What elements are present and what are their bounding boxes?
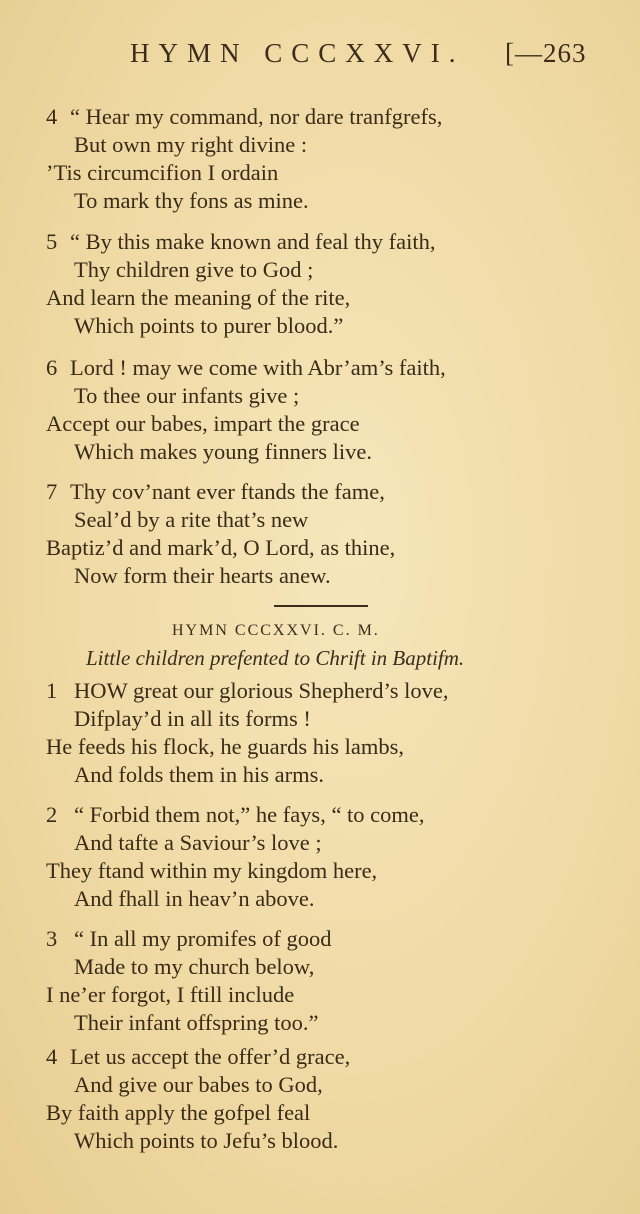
verse-line: “ Forbid them not,” he fays, “ to come, (74, 802, 425, 827)
stanza-number: 2 (46, 802, 58, 827)
verse-line: Now form their hearts anew. (74, 563, 331, 588)
verse-line: To thee our infants give ; (74, 383, 300, 408)
verse-line: “ In all my promifes of good (74, 926, 332, 951)
verse-line: Made to my church below, (74, 954, 315, 979)
verse-line: But own my right divine : (74, 132, 308, 157)
verse-line: Seal’d by a rite that’s new (74, 507, 309, 532)
verse-line: By faith apply the gofpel feal (46, 1100, 311, 1125)
verse-line: Lord ! may we come with Abr’am’s faith, (70, 355, 446, 380)
stanza-number: 1 (46, 678, 58, 703)
verse-line: And give our babes to God, (74, 1072, 323, 1097)
verse-line: Difplay’d in all its forms ! (74, 706, 311, 731)
verse-line: Which points to purer blood.” (74, 313, 344, 338)
verse-line: “ By this make known and feal thy faith, (70, 229, 436, 254)
verse-line: Which makes young finners live. (74, 439, 373, 464)
running-head-title: HYMN CCCXXVI. (130, 38, 465, 68)
stanza-number: 6 (46, 355, 58, 380)
verse-line: They ftand within my kingdom here, (46, 858, 378, 883)
stanza-number: 7 (46, 479, 58, 504)
verse-line: “ Hear my command, nor dare tranfgrefs, (70, 104, 443, 129)
hymn-title: HYMN CCCXXVI. C. M. (172, 622, 380, 639)
verse-line: He feeds his flock, he guards his lambs, (46, 734, 405, 759)
verse-line: HOW great our glorious Shepherd’s love, (74, 678, 449, 703)
page-number: [—263 (505, 38, 587, 68)
stanza-number: 4 (46, 1044, 58, 1069)
verse-line: Baptiz’d and mark’d, O Lord, as thine, (46, 535, 396, 560)
verse-line: Which points to Jefu’s blood. (74, 1128, 339, 1153)
verse-line: Accept our babes, impart the grace (46, 411, 360, 436)
stanza-number: 3 (46, 926, 58, 951)
hymn-subtitle: Little children prefented to Chrift in Baptifm. (86, 646, 465, 670)
verse-line: And tafte a Saviour’s love ; (74, 830, 322, 855)
stanza-number: 4 (46, 104, 58, 129)
section-divider (274, 605, 368, 607)
verse-line: ’Tis circumcifion I ordain (46, 160, 279, 185)
verse-line: I ne’er forgot, I ftill include (46, 982, 295, 1007)
verse-line: Their infant offspring too.” (74, 1010, 319, 1035)
verse-line: Thy children give to God ; (74, 257, 314, 282)
verse-line: And fhall in heav’n above. (74, 886, 315, 911)
stanza-number: 5 (46, 229, 58, 254)
verse-line: And learn the meaning of the rite, (46, 285, 351, 310)
verse-line: Thy cov’nant ever ftands the fame, (70, 479, 385, 504)
verse-line: To mark thy fons as mine. (74, 188, 309, 213)
verse-line: Let us accept the offer’d grace, (70, 1044, 351, 1069)
verse-line: And folds them in his arms. (74, 762, 324, 787)
